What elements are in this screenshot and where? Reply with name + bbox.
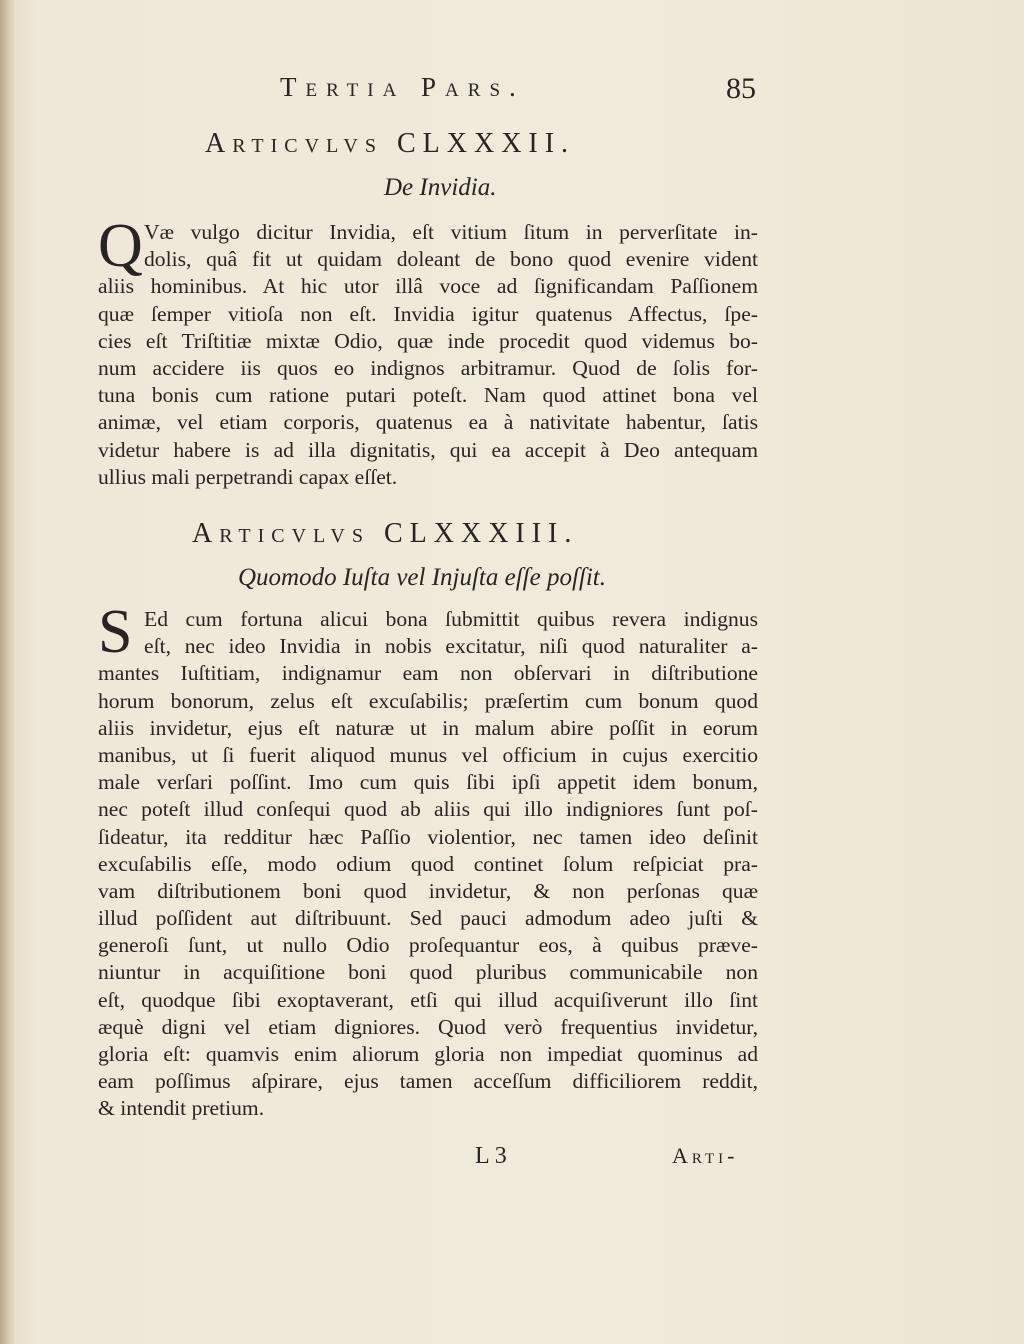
text-line: eſt, quodque ſibi exoptaverant, etſi qui illud acquiſiverunt illo ſint <box>98 987 758 1012</box>
article-183-body <box>98 598 758 1123</box>
text-line: eſt, nec ideo Invidia in nobis excitatur, niſi quod naturaliter a- <box>144 634 758 659</box>
text-line: ullius mali perpetrandi capax eſſet. <box>98 464 398 489</box>
text-line: Ed cum fortuna alicui bona ſubmittit quibus revera indignus <box>144 607 758 631</box>
text-line: male verſari poſſint. Imo cum quis ſibi ipſi appetit idem bonum, <box>98 770 758 795</box>
text-line: æquè digni vel etiam digniores. Quod verò frequentius invidetur, <box>98 1014 758 1039</box>
text-line: dolis, quâ fit ut quidam doleant de bono quod evenire vident <box>144 247 758 272</box>
text-line: illud poſſident aut diſtribuunt. Sed pauci admodum adeo juſti & <box>98 906 758 931</box>
text-line: videtur habere is ad illa dignitatis, qui ea accepit à Deo antequam <box>98 437 758 462</box>
text-line: Væ vulgo dicitur Invidia, eſt vitium ſitum in perverſitate in- <box>144 220 758 244</box>
text-line: ſideatur, ita redditur hæc Paſſio violentior, nec tamen ideo deſinit <box>98 824 758 849</box>
article-182-body <box>98 212 758 491</box>
article-182-heading: Articvlvs CLXXXII. <box>205 128 576 159</box>
text-line: nec poteſt illud conſequi quod ab aliis qui illo indigniores ſunt poſ- <box>98 797 758 822</box>
text-line: cies eſt Triſtitiæ mixtæ Odio, quæ inde procedit quod videmus bo- <box>98 328 758 353</box>
catchword: Arti- <box>672 1143 739 1168</box>
text-line: quæ ſemper vitioſa non eſt. Invidia igitur quatenus Affectus, ſpe- <box>98 301 758 326</box>
text-line: gloria eſt: quamvis enim aliorum gloria non impediat quominus ad <box>98 1042 758 1066</box>
text-line: tuna bonis cum ratione putari poteſt. Nam quod attinet bona vel <box>98 383 758 408</box>
text-line: aliis invidetur, ejus eſt naturæ ut in malum abire poſſit in eorum <box>98 715 758 740</box>
running-head: Tertia Pars. <box>280 72 525 102</box>
article-183-heading: Articvlvs CLXXXIII. <box>192 518 579 549</box>
text-line: niuntur in acquiſitione boni quod pluribus communicabile non <box>98 960 758 985</box>
article-182-subtitle: De Invidia. <box>384 174 497 201</box>
text-line: generoſi ſunt, ut nullo Odio proſequantur eos, à quibus præve- <box>98 933 758 958</box>
page-number: 85 <box>726 72 756 105</box>
signature-mark: L 3 <box>475 1143 507 1169</box>
text-line: aliis hominibus. At hic utor illâ voce ad ſignificandam Paſſionem <box>98 274 758 299</box>
text-line: eam poſſimus aſpirare, ejus tamen acceſſum difficiliorem reddit, <box>98 1069 758 1094</box>
text-line: vam diſtributionem boni quod invidetur, & non perſonas quæ <box>98 878 758 903</box>
text-line: & intendit pretium. <box>98 1096 265 1121</box>
text-line: manibus, ut ſi fuerit aliquod munus vel officium in cujus exercitio <box>98 742 758 767</box>
article-183-subtitle: Quomodo Iuſta vel Injuſta eſſe poſſit. <box>238 564 606 591</box>
article-182-drop-cap: Q <box>98 212 143 280</box>
text-line: num accidere iis quos eo indignos arbitramur. Quod de ſolis for- <box>98 355 758 380</box>
text-line: mantes Iuſtitiam, indignamur eam non obſervari in diſtributione <box>98 661 758 686</box>
article-183-drop-cap: S <box>98 598 133 666</box>
page-binding-edge <box>0 0 14 1344</box>
text-line: animæ, vel etiam corporis, quatenus ea à nativitate habentur, ſatis <box>98 410 758 435</box>
text-line: excuſabilis eſſe, modo odium quod continet ſolum reſpiciat pra- <box>98 851 758 876</box>
text-line: horum bonorum, zelus eſt excuſabilis; præſertim cum bonum quod <box>98 688 758 713</box>
